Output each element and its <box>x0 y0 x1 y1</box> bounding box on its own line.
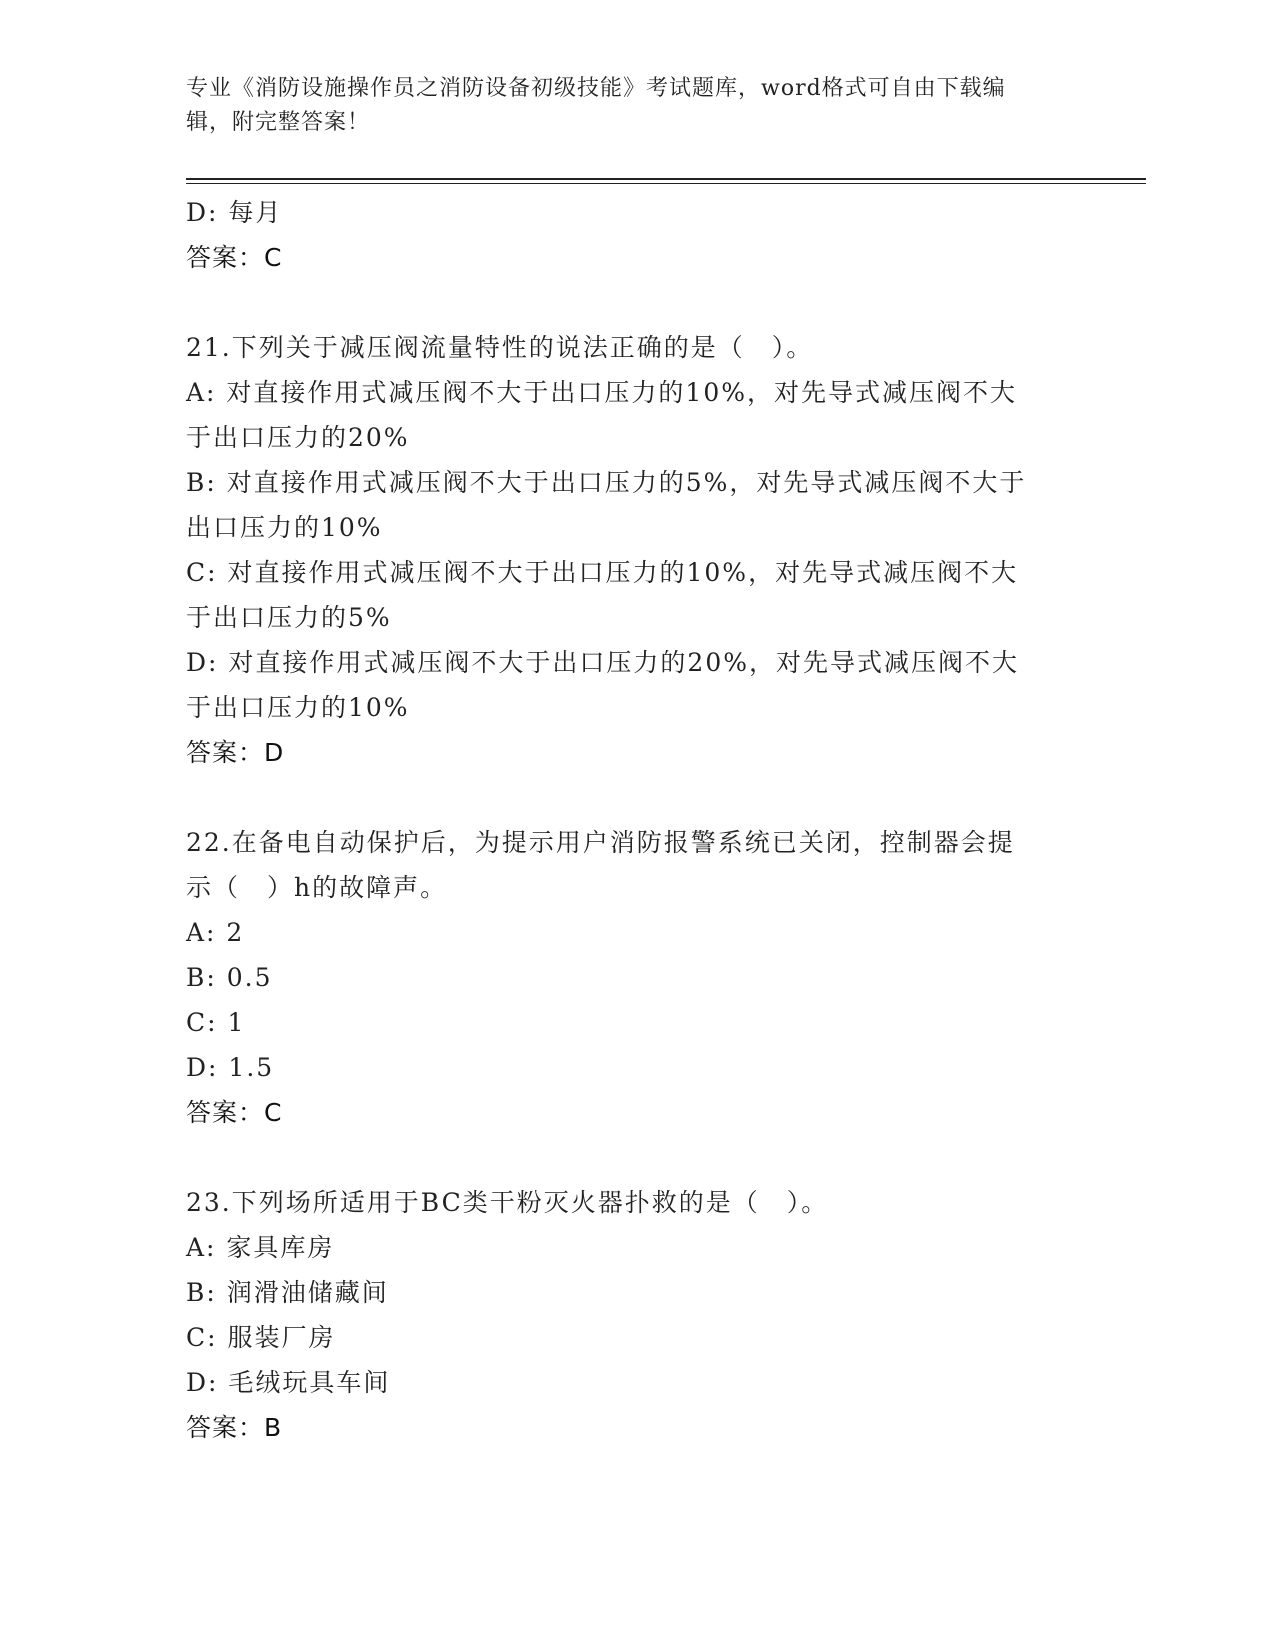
option-c: C: 1 <box>186 1008 246 1037</box>
option-a: A: 家具库房 <box>186 1233 335 1262</box>
option-b: B: 0.5 <box>186 963 273 992</box>
option-d-line-1: D: 对直接作用式减压阀不大于出口压力的20%，对先导式减压阀不大 <box>186 648 1019 677</box>
header-line-2: 辑，附完整答案！ <box>186 110 371 135</box>
prev-answer: 答案：C <box>186 243 283 272</box>
question-23 <box>186 1180 1086 1450</box>
option-a: A: 2 <box>186 918 245 947</box>
header-divider-thin <box>186 183 1146 184</box>
option-d: D: 1.5 <box>186 1053 275 1082</box>
question-stem: 23.下列场所适用于BC类干粉灭火器扑救的是（ ）。 <box>186 1188 829 1217</box>
header-line-1: 专业《消防设施操作员之消防设备初级技能》考试题库，word格式可自由下载编 <box>186 76 1006 101</box>
page-header <box>186 72 1066 140</box>
header-divider-thick <box>186 178 1146 180</box>
answer: 答案：D <box>186 738 285 767</box>
prev-option-d: D: 每月 <box>186 198 283 227</box>
question-content <box>186 190 1086 1450</box>
question-stem: 21.下列关于减压阀流量特性的说法正确的是（ ）。 <box>186 333 814 362</box>
option-c-line-1: C: 对直接作用式减压阀不大于出口压力的10%，对先导式减压阀不大 <box>186 558 1019 587</box>
answer: 答案：C <box>186 1098 283 1127</box>
option-b: B: 润滑油储藏间 <box>186 1278 389 1307</box>
option-d: D: 毛绒玩具车间 <box>186 1368 391 1397</box>
spacer <box>186 775 1086 820</box>
question-stem-line-2: 示（ ）h的故障声。 <box>186 873 448 902</box>
option-b-line-1: B: 对直接作用式减压阀不大于出口压力的5%，对先导式减压阀不大于 <box>186 468 1027 497</box>
spacer <box>186 280 1086 325</box>
option-c: C: 服装厂房 <box>186 1323 336 1352</box>
answer: 答案：B <box>186 1413 283 1442</box>
option-c-line-2: 于出口压力的5% <box>186 603 392 632</box>
question-stem-line-1: 22.在备电自动保护后，为提示用户消防报警系统已关闭，控制器会提 <box>186 828 1015 857</box>
option-d-line-2: 于出口压力的10% <box>186 693 410 722</box>
question-22 <box>186 820 1086 1135</box>
spacer <box>186 1135 1086 1180</box>
option-a-line-1: A: 对直接作用式减压阀不大于出口压力的10%，对先导式减压阀不大 <box>186 378 1017 407</box>
option-a-line-2: 于出口压力的20% <box>186 423 410 452</box>
question-21 <box>186 325 1086 775</box>
option-b-line-2: 出口压力的10% <box>186 513 383 542</box>
